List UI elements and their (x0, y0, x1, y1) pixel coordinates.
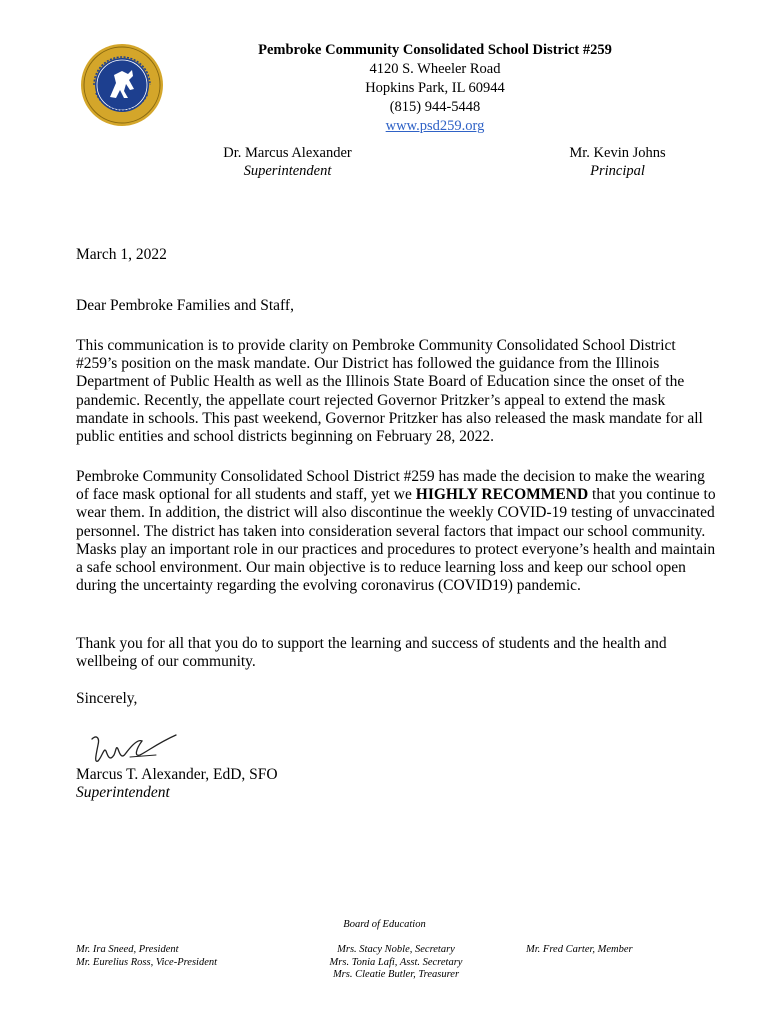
address-line-2: Hopkins Park, IL 60944 (365, 80, 505, 96)
paragraph-1: This communication is to provide clarity on Pembroke Community Consolidated School District #259’s position on the mask mandate. Our District has followed the guidance from the Illinois Department of Public Health as well as the Illinois State Board of Education since the onset of the pandemic. Recently, the appellate court rejected Governor Pritzker’s appeal to extend the mask mandate in schools. This past weekend, Governor Pritzker has also released the mask mandate for all public entities and school districts beginning on February 28, 2022. (76, 337, 703, 446)
signature (86, 725, 186, 771)
board-member: Mr. Fred Carter, Member (526, 944, 633, 955)
paragraph-2 (76, 468, 716, 595)
signer-name: Marcus T. Alexander, EdD, SFO (76, 766, 278, 783)
board-member: Mr. Eurelius Ross, Vice-President (76, 956, 218, 968)
official-role: Principal (590, 163, 645, 179)
official-name: Dr. Marcus Alexander (223, 145, 352, 161)
official-role: Superintendent (243, 163, 332, 179)
board-title: Board of Education (343, 919, 426, 930)
signer-block (76, 766, 278, 802)
closing: Sincerely, (76, 690, 138, 707)
official-superintendent (200, 144, 375, 180)
district-name: Pembroke Community Consolidated School District #259 (258, 42, 612, 58)
emphasis-highly-recommend: HIGHLY RECOMMEND (415, 486, 589, 504)
official-name: Mr. Kevin Johns (569, 145, 666, 161)
letterhead (200, 41, 670, 136)
paragraph-2-text-start: Pembroke Community Consolidated School District #259 has made the decision to make the wearing of face mask optional for all students and staff, yet we (76, 468, 705, 504)
handwritten-signature-icon (86, 725, 186, 771)
board-member: Mrs. Stacy Noble, Secretary (337, 944, 455, 955)
board-member: Mr. Ira Sneed, President (76, 944, 179, 955)
official-principal (535, 144, 700, 180)
paragraph-3: Thank you for all that you do to support the learning and success of students and the health and wellbeing of our community. (76, 635, 667, 671)
address-line-1: 4120 S. Wheeler Road (369, 61, 501, 77)
phone-number: (815) 944-5448 (389, 99, 481, 115)
signer-title: Superintendent (76, 784, 170, 801)
seal-logo-icon (80, 43, 164, 127)
board-members-right (526, 944, 633, 957)
board-members-left (76, 944, 217, 969)
salutation: Dear Pembroke Families and Staff, (76, 297, 294, 314)
paragraph-2-text-end: that you continue to wear them. In addition, the district will also discontinue the weekly COVID-19 testing of unvaccinated personnel. The district has taken into consideration several factors that impact our school community. Masks play an important role in our practices and procedures to protect everyone’s health and maintain a safe school environment. Our main objective is to reduce learning loss and keep our school open during the uncertainty regarding the evolving coronavirus (COVID19) pandemic. (76, 486, 716, 595)
board-member: Mrs. Tonia Lafi, Asst. Secretary (329, 956, 463, 968)
website-link[interactable]: www.psd259.org (385, 118, 485, 134)
board-members-middle (318, 944, 474, 982)
district-seal (80, 43, 164, 127)
letter-date: March 1, 2022 (76, 246, 167, 263)
board-member: Mrs. Cleatie Butler, Treasurer (332, 969, 460, 980)
